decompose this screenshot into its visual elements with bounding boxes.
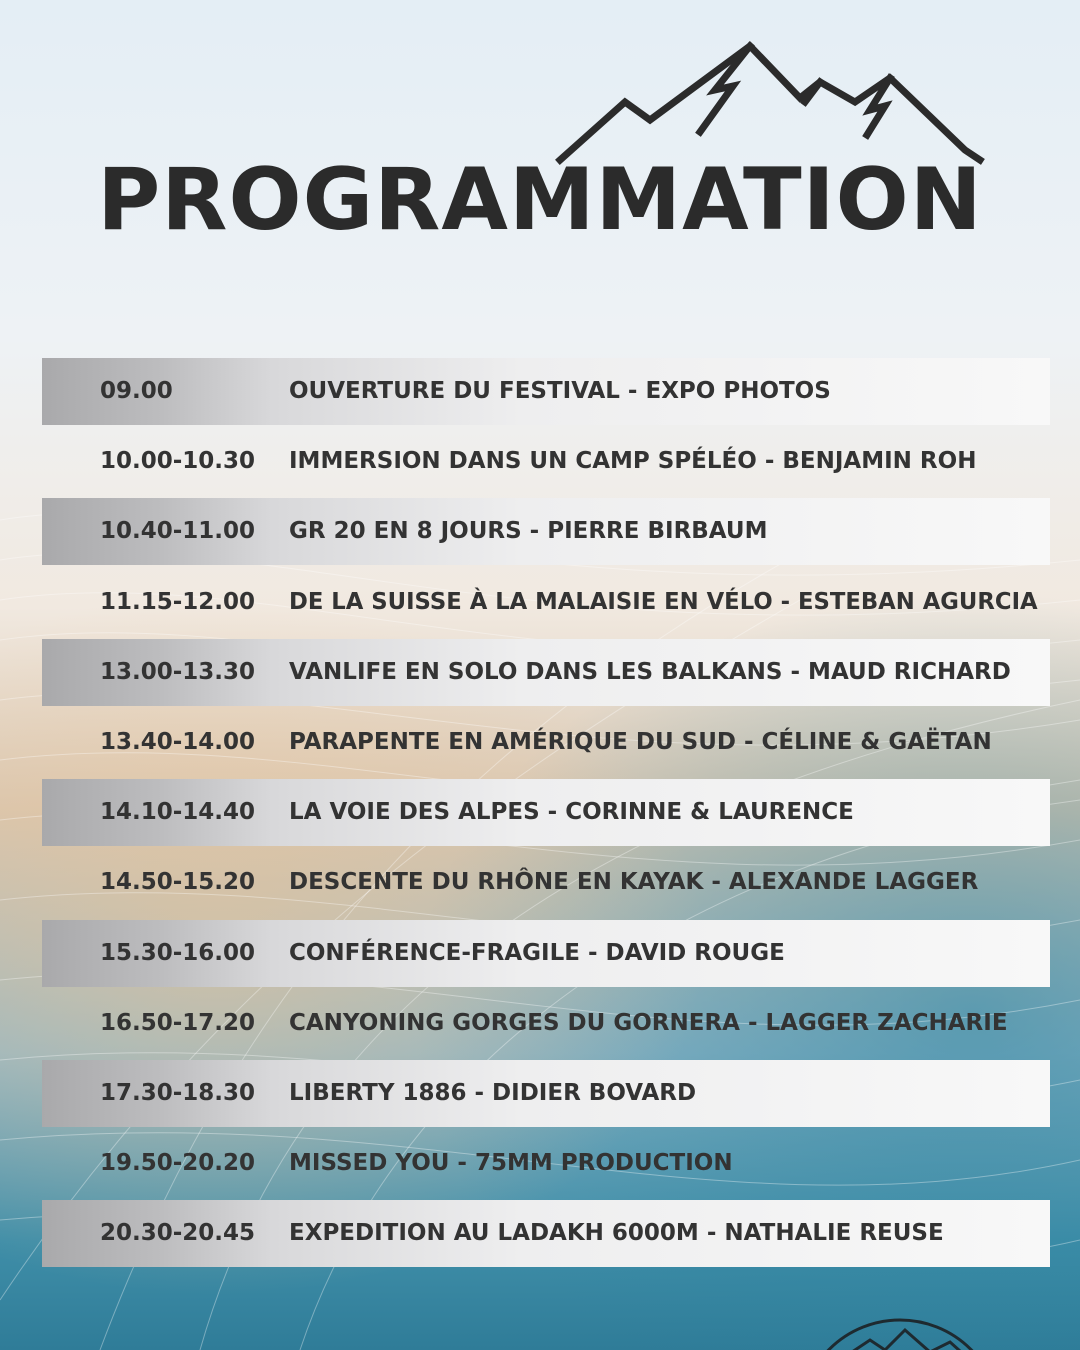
schedule-row [42,569,1050,636]
schedule-event: OUVERTURE DU FESTIVAL - EXPO PHOTOS [289,378,831,404]
schedule-event: CANYONING GORGES DU GORNERA - LAGGER ZACHARIE [289,1009,1008,1036]
schedule-time: 13.00-13.30 [100,658,256,685]
schedule-time: 14.10-14.40 [100,799,256,826]
schedule-time: 13.40-14.00 [100,728,256,755]
schedule-event: PARAPENTE EN AMÉRIQUE DU SUD - CÉLINE & GAËTAN [289,728,992,755]
page-title: PROGRAMMATION [97,150,983,250]
schedule-time: 17.30-18.30 [100,1079,256,1106]
schedule-time: 10.00-10.30 [100,448,256,475]
schedule-event: MISSED YOU - 75MM PRODUCTION [289,1150,733,1177]
schedule-event: DESCENTE DU RHÔNE EN KAYAK - ALEXANDE LAGGER [289,869,979,896]
schedule-time: 11.15-12.00 [100,588,256,615]
logo-badge-icon [800,1300,980,1350]
schedule-time: 16.50-17.20 [100,1009,256,1036]
schedule-row [42,849,1050,916]
schedule-list [42,358,1050,1270]
schedule-event: VANLIFE EN SOLO DANS LES BALKANS - MAUD RICHARD [289,658,1011,685]
schedule-row [42,498,1050,565]
schedule-row [42,358,1050,425]
schedule-row [42,639,1050,706]
schedule-time: 10.40-11.00 [100,518,256,545]
schedule-time: 09.00 [100,378,173,404]
schedule-event: LIBERTY 1886 - DIDIER BOVARD [289,1079,697,1106]
schedule-row [42,920,1050,987]
schedule-row [42,990,1050,1057]
schedule-row [42,709,1050,776]
schedule-event: EXPEDITION AU LADAKH 6000M - NATHALIE REUSE [289,1220,944,1247]
schedule-time: 20.30-20.45 [100,1220,256,1247]
schedule-row [42,1130,1050,1197]
schedule-event: CONFÉRENCE-FRAGILE - DAVID ROUGE [289,939,785,966]
schedule-time: 15.30-16.00 [100,939,256,966]
schedule-event: IMMERSION DANS UN CAMP SPÉLÉO - BENJAMIN ROH [289,448,977,475]
schedule-event: DE LA SUISSE À LA MALAISIE EN VÉLO - ESTEBAN AGURCIA [289,588,1038,615]
schedule-event: LA VOIE DES ALPES - CORINNE & LAURENCE [289,799,854,826]
schedule-row [42,779,1050,846]
schedule-time: 14.50-15.20 [100,869,256,896]
schedule-row [42,1200,1050,1267]
schedule-row [42,428,1050,495]
schedule-row [42,1060,1050,1127]
schedule-time: 19.50-20.20 [100,1150,256,1177]
schedule-event: GR 20 EN 8 JOURS - PIERRE BIRBAUM [289,518,768,545]
